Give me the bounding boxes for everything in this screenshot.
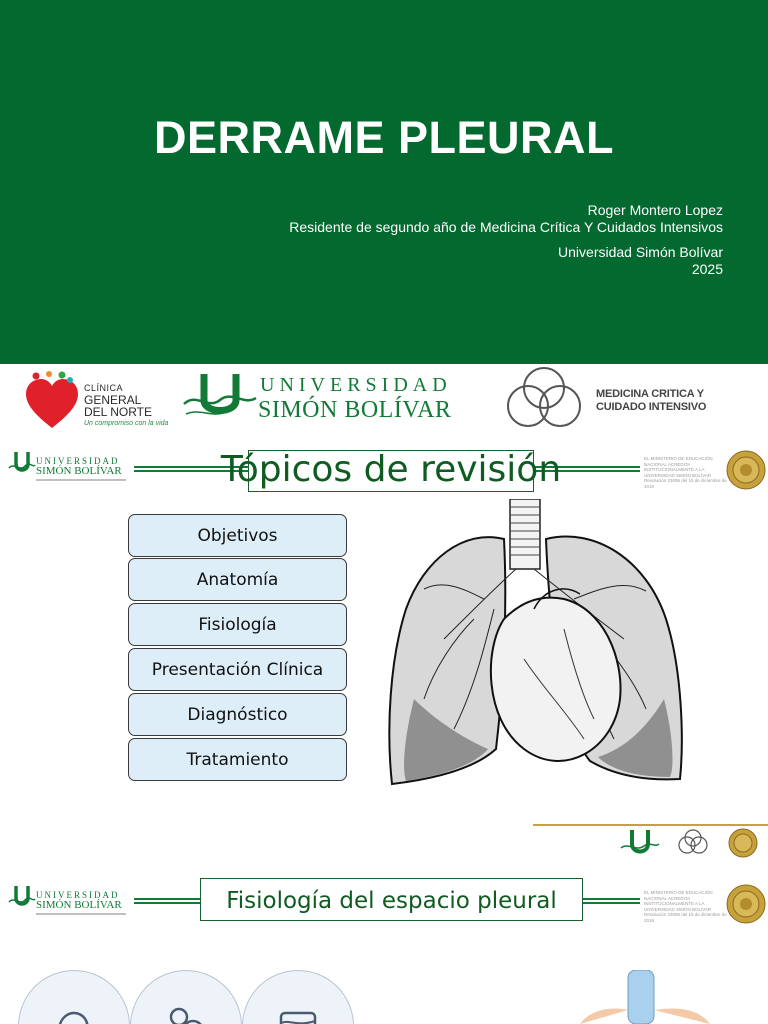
year: 2025 — [691, 261, 723, 277]
seal-icon — [726, 884, 766, 924]
cells-icon — [161, 1001, 211, 1024]
interlocking-circles-icon — [498, 366, 590, 428]
topic-fisiologia[interactable]: Fisiología — [128, 603, 347, 646]
universidad-simon-bolivar-logo: UNIVERSIDAD SIMÓN BOLÍVAR — [182, 370, 482, 426]
author-role: Residente de segundo año de Medicina Crítica Y Cuidados Intensivos — [289, 219, 723, 235]
clinica-text: CLÍNICA GENERAL DEL NORTE Un compromiso con la vida — [84, 383, 169, 427]
physiology-circle-1 — [18, 970, 130, 1024]
topic-anatomia[interactable]: Anatomía — [128, 558, 347, 601]
author-name: Roger Montero Lopez — [587, 202, 723, 218]
header-line-right-2 — [583, 902, 640, 904]
fisiologia-slide — [0, 864, 768, 1024]
physiology-circle-2 — [130, 970, 242, 1024]
heart-icon — [24, 370, 80, 430]
header-line-left-2 — [134, 902, 200, 904]
usb-emblem-icon — [620, 828, 660, 858]
topics-slide — [0, 444, 768, 862]
fluid-icon — [273, 1001, 323, 1024]
university-name: Universidad Simón Bolívar — [558, 244, 723, 260]
accreditation-badge: EL MINISTERIO DE EDUCACIÓN NACIONAL ACREDITA INSTITUCIONALMENTE A LA UNIVERSIDAD SIMÓN BOLÍVAR Resolución 23095 del 15 de diciembre de 2016 — [644, 448, 768, 494]
university-block — [558, 244, 723, 278]
slide-title: DERRAME PLEURAL — [153, 112, 614, 163]
logo-strip — [0, 364, 768, 430]
organ-icon — [49, 1001, 99, 1024]
lungs-illustration — [384, 499, 688, 791]
topic-diagnostico[interactable]: Diagnóstico — [128, 693, 347, 736]
usb-emblem-icon — [8, 450, 36, 478]
interlocking-circles-icon — [676, 828, 710, 858]
slide-title: Tópicos de revisión — [220, 449, 562, 490]
seal-icon — [728, 828, 758, 858]
mini-usb-logo: UNIVERSIDAD SIMÓN BOLÍVAR — [8, 884, 134, 920]
clinica-general-logo — [24, 370, 184, 430]
seal-icon — [726, 450, 766, 490]
title-slide — [0, 0, 768, 364]
slide-title: Fisiología del espacio pleural — [226, 888, 557, 914]
footer-gold-bar — [533, 824, 768, 826]
topic-presentacion-clinica[interactable]: Presentación Clínica — [128, 648, 347, 691]
topic-objetivos[interactable]: Objetivos — [128, 514, 347, 557]
usb-emblem-icon — [182, 370, 258, 422]
medicina-critica-logo: MEDICINA CRITICA Y CUIDADO INTENSIVO — [498, 366, 748, 428]
author-block — [289, 202, 723, 236]
physiology-circle-3 — [242, 970, 354, 1024]
airway-illustration — [580, 970, 710, 1024]
topic-tratamiento[interactable]: Tratamiento — [128, 738, 347, 781]
header-line-left — [134, 898, 200, 900]
usb-emblem-icon — [8, 884, 36, 912]
footer-logos — [620, 828, 768, 858]
accreditation-badge: EL MINISTERIO DE EDUCACIÓN NACIONAL ACREDITA INSTITUCIONALMENTE A LA UNIVERSIDAD SIMÓN BOLÍVAR Resolución 23095 del 15 de diciembre de 2016 — [644, 882, 768, 928]
header-line-right — [583, 898, 640, 900]
mini-usb-logo: UNIVERSIDAD SIMÓN BOLÍVAR — [8, 450, 134, 486]
